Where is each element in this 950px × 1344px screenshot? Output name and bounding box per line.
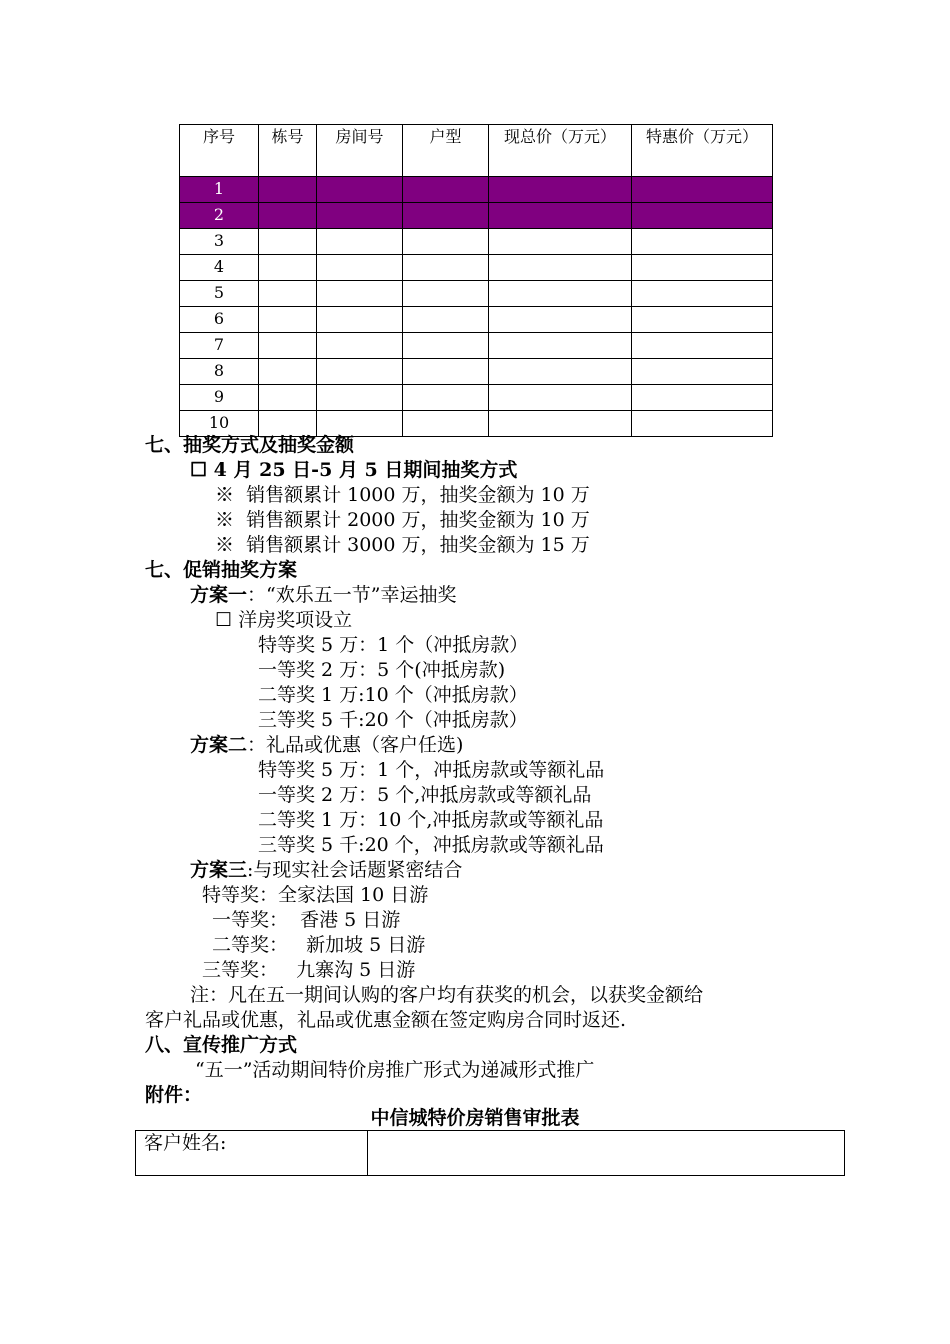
table-cell [403, 385, 489, 411]
checkbox-icon: ☐ [215, 609, 233, 631]
row-number: 5 [180, 281, 259, 307]
table-row [136, 1131, 845, 1176]
table-cell [403, 203, 489, 229]
header-serial: 序号 [180, 125, 259, 177]
table-cell [632, 385, 773, 411]
row-number: 10 [180, 411, 259, 437]
table-cell [489, 177, 632, 203]
table-row [180, 255, 773, 281]
table-cell [403, 177, 489, 203]
table-cell [403, 333, 489, 359]
plan1-prize: 二等奖 1 万:10 个（冲抵房款） [258, 684, 528, 706]
table-cell [259, 333, 317, 359]
plan3-label: 方案三 [190, 859, 248, 881]
table-cell [259, 281, 317, 307]
table-cell [259, 177, 317, 203]
table-cell [632, 307, 773, 333]
row-number: 8 [180, 359, 259, 385]
plan2-line [190, 733, 463, 758]
price-table [179, 124, 773, 437]
section8-heading: 八、宣传推广方式 [145, 1034, 298, 1056]
table-cell [632, 281, 773, 307]
plan3-text: :与现实社会话题紧密结合 [247, 859, 463, 881]
table-cell [632, 359, 773, 385]
header-building: 栋号 [259, 125, 317, 177]
table-cell [259, 255, 317, 281]
table-cell [317, 255, 403, 281]
table-cell [489, 359, 632, 385]
table-cell [632, 255, 773, 281]
plan1-line [190, 583, 456, 608]
table-row [180, 385, 773, 411]
table-cell [403, 411, 489, 437]
row-number: 1 [180, 177, 259, 203]
table-cell [403, 281, 489, 307]
table-cell [259, 229, 317, 255]
table-cell [489, 385, 632, 411]
plan2-label: 方案二 [190, 734, 248, 756]
table-cell [317, 229, 403, 255]
approval-table [135, 1130, 845, 1176]
customer-name-label: 客户姓名: [136, 1131, 368, 1176]
table-cell [403, 359, 489, 385]
lottery-item: ※ 销售额累计 3000 万，抽奖金额为 15 万 [215, 534, 590, 556]
table-cell [489, 255, 632, 281]
plan1-sub [215, 608, 352, 633]
header-special-price: 特惠价（万元） [632, 125, 773, 177]
row-number: 4 [180, 255, 259, 281]
table-cell [489, 203, 632, 229]
table-row [180, 333, 773, 359]
table-cell [259, 203, 317, 229]
section7-heading: 七、抽奖方式及抽奖金额 [145, 434, 355, 456]
plan2-prize: 三等奖 5 千:20 个，冲抵房款或等额礼品 [258, 834, 604, 856]
plan1-sub-text: 洋房奖项设立 [238, 609, 353, 631]
plan3-prize: 二等奖： 新加坡 5 日游 [212, 934, 426, 956]
form-title: 中信城特价房销售审批表 [370, 1107, 580, 1129]
table-cell [317, 177, 403, 203]
header-current-price: 现总价（万元） [489, 125, 632, 177]
lottery-item: ※ 销售额累计 1000 万，抽奖金额为 10 万 [215, 484, 590, 506]
plan3-prize: 一等奖： 香港 5 日游 [212, 909, 401, 931]
table-cell [259, 359, 317, 385]
plan3-line [190, 858, 462, 883]
table-cell [317, 307, 403, 333]
checkbox-icon: ☐ [190, 459, 208, 481]
lottery-period: 4 月 25 日-5 月 5 日期间抽奖方式 [213, 459, 518, 481]
table-cell [489, 307, 632, 333]
table-row [180, 229, 773, 255]
table-cell [317, 333, 403, 359]
plan2-text: ：礼品或优惠（客户任选) [247, 734, 464, 756]
table-row [180, 359, 773, 385]
row-number: 7 [180, 333, 259, 359]
row-number: 9 [180, 385, 259, 411]
table-cell [489, 281, 632, 307]
row-number: 3 [180, 229, 259, 255]
plan1-text: ：“欢乐五一节”幸运抽奖 [247, 584, 457, 606]
table-cell [632, 411, 773, 437]
table-cell [403, 255, 489, 281]
table-header-row [180, 125, 773, 177]
table-cell [632, 177, 773, 203]
plan3-prize: 特等奖：全家法国 10 日游 [202, 884, 429, 906]
plan1-label: 方案一 [190, 584, 248, 606]
table-cell [259, 385, 317, 411]
table-cell [317, 281, 403, 307]
table-row [180, 307, 773, 333]
note-line-1: 注：凡在五一期间认购的客户均有获奖的机会，以获奖金额给 [190, 984, 704, 1006]
table-row [180, 203, 773, 229]
table-cell [403, 307, 489, 333]
plan3-prize: 三等奖： 九寨沟 5 日游 [202, 959, 416, 981]
table-cell [317, 359, 403, 385]
plan1-prize: 特等奖 5 万：1 个（冲抵房款） [258, 634, 529, 656]
lottery-item: ※ 销售额累计 2000 万，抽奖金额为 10 万 [215, 509, 590, 531]
row-number: 2 [180, 203, 259, 229]
table-cell [489, 229, 632, 255]
table-row [180, 177, 773, 203]
table-cell [317, 203, 403, 229]
attachment-label: 附件： [145, 1084, 203, 1106]
plan1-prize: 一等奖 2 万：5 个(冲抵房款) [258, 659, 506, 681]
table-row [180, 281, 773, 307]
section8-text: “五一”活动期间特价房推广形式为递减形式推广 [195, 1059, 595, 1081]
row-number: 6 [180, 307, 259, 333]
header-layout: 户型 [403, 125, 489, 177]
plan2-prize: 一等奖 2 万：5 个,冲抵房款或等额礼品 [258, 784, 592, 806]
table-cell [489, 411, 632, 437]
table-cell [632, 203, 773, 229]
plan2-prize: 特等奖 5 万：1 个，冲抵房款或等额礼品 [258, 759, 605, 781]
customer-name-field [368, 1131, 845, 1176]
section7-subheading [190, 458, 517, 483]
section7b-heading: 七、促销抽奖方案 [145, 559, 298, 581]
table-cell [632, 333, 773, 359]
note-line-2: 客户礼品或优惠，礼品或优惠金额在签定购房合同时返还. [145, 1009, 627, 1031]
table-cell [259, 307, 317, 333]
header-room: 房间号 [317, 125, 403, 177]
plan1-prize: 三等奖 5 千:20 个（冲抵房款） [258, 709, 528, 731]
table-cell [632, 229, 773, 255]
plan2-prize: 二等奖 1 万：10 个,冲抵房款或等额礼品 [258, 809, 604, 831]
table-cell [403, 229, 489, 255]
table-cell [317, 385, 403, 411]
table-cell [489, 333, 632, 359]
